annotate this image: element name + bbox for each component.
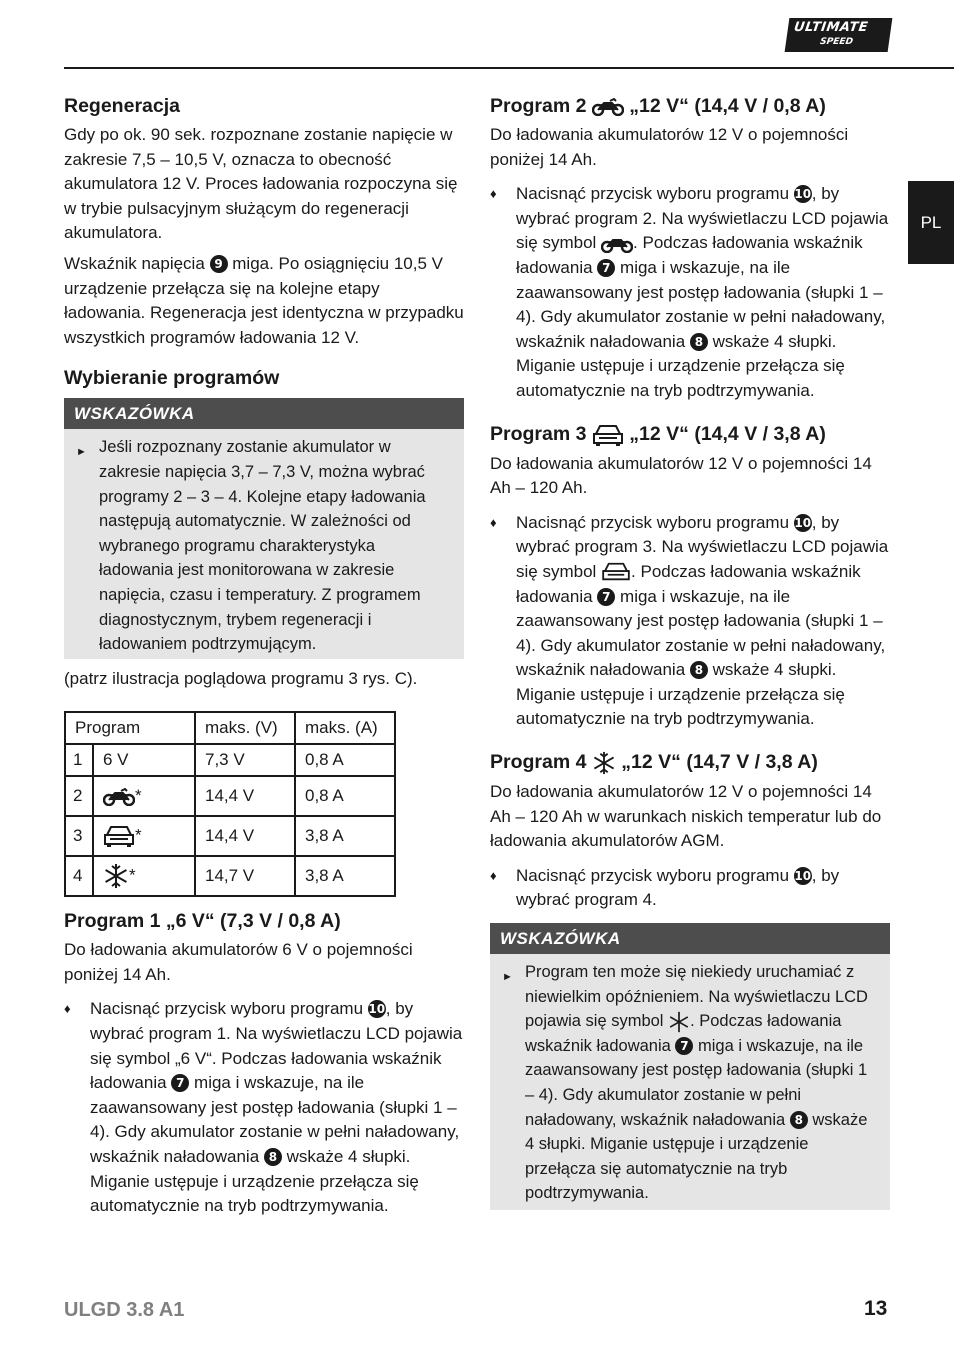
regeneration-paragraph-2 bbox=[64, 252, 464, 350]
ref-number-badge: 10 bbox=[368, 1002, 386, 1017]
table-header-cell: maks. (V) bbox=[195, 712, 295, 744]
program-table bbox=[64, 711, 396, 897]
snowflake-icon bbox=[592, 751, 616, 775]
text-span: Program ten może się niekiedy uruchamiać z niewielkim opóźnieniem. Na wyświetlaczu LCD pojawia się symbol bbox=[525, 963, 868, 1031]
ref-number-badge: 8 bbox=[690, 661, 708, 679]
text-span: , by wybrać program 2. Na wyświetlaczu LCD pojawia się symbol bbox=[516, 184, 889, 253]
program-2-instruction bbox=[490, 182, 890, 403]
ref-number-badge: 10 bbox=[794, 187, 812, 202]
asterisk: * bbox=[135, 825, 142, 845]
table-cell: 7,3 V bbox=[195, 744, 295, 776]
language-tab: PL bbox=[908, 181, 954, 264]
table-row bbox=[65, 776, 395, 816]
ref-number-badge: 7 bbox=[171, 1074, 189, 1092]
table-header-cell: maks. (A) bbox=[295, 712, 395, 744]
table-row bbox=[65, 856, 395, 896]
note-title: WSKAZÓWKA bbox=[490, 923, 890, 954]
ref-number-badge: 7 bbox=[597, 259, 615, 277]
ref-number-badge: 8 bbox=[690, 333, 708, 351]
header-rule bbox=[64, 67, 954, 69]
text-span: wskaże 4 słupki. Miganie ustępuje i urządzenie przełącza się automatycznie na tryb podtrzymywania. bbox=[525, 1110, 868, 1203]
motorcycle-icon bbox=[592, 98, 624, 116]
text-span: . Podczas ładowania wskaźnik ładowania bbox=[516, 561, 861, 606]
text-span: Program 3 bbox=[490, 422, 587, 445]
text-span: miga i wskazuje, na ile zaawansowany jest postęp ładowania (słupki 1 – 4). Gdy akumulator zostanie w pełni naładowany, wskaźnik naładowania bbox=[90, 1073, 460, 1167]
diamond-bullet-icon: ♦ bbox=[490, 867, 497, 883]
snowflake-icon bbox=[668, 1011, 690, 1033]
table-cell: 3,8 A bbox=[295, 856, 395, 896]
table-cell: 2 bbox=[65, 776, 93, 816]
table-cell: 4 bbox=[65, 856, 93, 896]
text-span: , by wybrać program 4. bbox=[516, 865, 840, 910]
arrow-bullet-icon: ► bbox=[502, 971, 513, 984]
note-text: Jeśli rozpoznany zostanie akumulator w zakresie napięcia 3,7 – 7,3 V, można wybrać programy 2 – 3 – 4. Kolejne etapy ładowania następują automatycznie. W zależności od wybranego programu charakterystyka ładowania jest monitorowana w zakresie napięcia, czasu i temperatury. Z programem diagnostycznym, trybem regeneracji i ładowaniem podtrzymującym. bbox=[99, 438, 426, 654]
model-number: ULGD 3.8 A1 bbox=[64, 1299, 185, 1321]
left-column bbox=[64, 92, 464, 1219]
program-1-heading: Program 1 „6 V“ (7,3 V / 0,8 A) bbox=[64, 910, 341, 933]
reference-text: (patrz ilustracja poglądowa programu 3 rys. C). bbox=[64, 668, 418, 688]
ref-number-badge: 10 bbox=[794, 515, 812, 530]
text-span: Nacisnąć przycisk wyboru programu bbox=[90, 999, 364, 1019]
table-row bbox=[65, 816, 395, 856]
logo-line1: ULTIMATE bbox=[793, 20, 870, 35]
ref-number-badge: 9 bbox=[210, 255, 228, 273]
note-body bbox=[490, 954, 890, 1210]
ref-number-badge: 7 bbox=[675, 1037, 693, 1055]
table-cell: 3 bbox=[65, 816, 93, 856]
snowflake-icon bbox=[103, 863, 129, 889]
page-number: 13 bbox=[864, 1297, 888, 1320]
motorcycle-icon bbox=[103, 788, 135, 806]
text-span: Nacisnąć przycisk wyboru programu bbox=[516, 184, 790, 204]
ref-number-badge: 8 bbox=[264, 1148, 282, 1166]
text-span: Nacisnąć przycisk wyboru programu bbox=[516, 512, 790, 532]
text-span: wskaże 4 słupki. Miganie ustępuje i urządzenie przełącza się automatycznie na tryb podtrzymywania. bbox=[516, 331, 845, 400]
diamond-bullet-icon: ♦ bbox=[490, 186, 497, 202]
text-span: wskaże 4 słupki. Miganie ustępuje i urządzenie przełącza się automatycznie na tryb podtrzymywania. bbox=[90, 1147, 419, 1216]
car-icon bbox=[601, 561, 631, 583]
car-icon bbox=[592, 423, 624, 447]
asterisk: * bbox=[129, 865, 136, 885]
table-cell bbox=[93, 816, 195, 856]
table-header-row bbox=[65, 712, 395, 744]
program-4-heading bbox=[490, 751, 890, 775]
text-span: miga i wskazuje, na ile zaawansowany jest postęp ładowania (słupki 1 – 4). Gdy akumulator zostanie w pełni naładowany, wskaźnik naładowania bbox=[525, 1036, 868, 1129]
table-cell bbox=[93, 856, 195, 896]
table-cell: 14,4 V bbox=[195, 816, 295, 856]
text-span: „12 V“ (14,4 V / 3,8 A) bbox=[629, 422, 826, 445]
regeneration-paragraph-1: Gdy po ok. 90 sek. rozpoznane zostanie napięcie w zakresie 7,5 – 10,5 V, oznacza to obecność akumulatora 12 V. Proces ładowania rozpoczyna się w trybie pulsacyjnym służącym do regeneracji akumulatora. bbox=[64, 125, 458, 243]
program-1-instruction bbox=[64, 997, 464, 1218]
text-span: Nacisnąć przycisk wyboru programu bbox=[516, 865, 790, 885]
table-header-cell: Program bbox=[65, 712, 195, 744]
text-span: , by wybrać program 3. Na wyświetlaczu LCD pojawia się symbol bbox=[516, 512, 889, 581]
text-span: Program 2 bbox=[490, 95, 587, 117]
program-3-description: Do ładowania akumulatorów 12 V o pojemności 14 Ah – 120 Ah. bbox=[490, 453, 872, 498]
logo-line2: SPEED bbox=[819, 37, 854, 47]
table-cell: 14,4 V bbox=[195, 776, 295, 816]
table-cell bbox=[93, 776, 195, 816]
table-row bbox=[65, 744, 395, 776]
program-3-heading bbox=[490, 423, 890, 447]
text-span: miga i wskazuje, na ile zaawansowany jest postęp ładowania (słupki 1 – 4). Gdy akumulator zostanie w pełni naładowany, wskaźnik naładowania bbox=[516, 586, 886, 680]
table-cell: 6 V bbox=[93, 744, 195, 776]
ref-number-badge: 7 bbox=[597, 588, 615, 606]
text-span: miga. Po osiągnięciu 10,5 V urządzenie przełącza się na kolejne etapy ładowania. Regeneracja jest identyczna w przypadku wszystkich programów ładowania 12 V. bbox=[64, 253, 464, 347]
brand-logo bbox=[785, 18, 893, 52]
table-cell: 3,8 A bbox=[295, 816, 395, 856]
motorcycle-icon bbox=[601, 235, 633, 253]
program-2-description: Do ładowania akumulatorów 12 V o pojemności poniżej 14 Ah. bbox=[490, 125, 849, 169]
table-cell: 0,8 A bbox=[295, 776, 395, 816]
text-span: Wskaźnik napięcia bbox=[64, 253, 205, 273]
program-2-heading bbox=[490, 95, 890, 118]
ref-number-badge: 10 bbox=[794, 868, 812, 883]
note-box bbox=[490, 923, 890, 1210]
program-4-instruction bbox=[490, 864, 890, 913]
program-4-description: Do ładowania akumulatorów 12 V o pojemności 14 Ah – 120 Ah w warunkach niskich temperatur lub do ładowania akumulatorów AGM. bbox=[490, 782, 882, 851]
text-span: , by wybrać program 1. Na wyświetlaczu LCD pojawia się symbol „6 V“. Podczas ładowania wskaźnik ładowania bbox=[90, 999, 463, 1093]
diamond-bullet-icon: ♦ bbox=[490, 514, 497, 530]
text-span: . Podczas ładowania wskaźnik ładowania bbox=[516, 233, 863, 277]
ref-number-badge: 8 bbox=[790, 1111, 808, 1129]
program-select-heading: Wybieranie programów bbox=[64, 367, 280, 390]
text-span: Program 4 bbox=[490, 751, 587, 774]
text-span: wskaże 4 słupki. Miganie ustępuje i urządzenie przełącza się automatycznie na tryb podtrzymywania. bbox=[516, 660, 845, 729]
note-title: WSKAZÓWKA bbox=[64, 398, 464, 429]
text-span: „12 V“ (14,4 V / 0,8 A) bbox=[629, 95, 826, 117]
text-span: . Podczas ładowania wskaźnik ładowania bbox=[525, 1012, 842, 1055]
asterisk: * bbox=[135, 786, 142, 806]
right-column bbox=[490, 92, 890, 1210]
regeneration-heading: Regeneracja bbox=[64, 95, 180, 117]
car-icon bbox=[103, 824, 135, 848]
program-3-instruction bbox=[490, 511, 890, 732]
table-cell: 14,7 V bbox=[195, 856, 295, 896]
diamond-bullet-icon: ♦ bbox=[64, 1001, 71, 1017]
text-span: „12 V“ (14,7 V / 3,8 A) bbox=[621, 751, 818, 774]
table-cell: 1 bbox=[65, 744, 93, 776]
text-span: miga i wskazuje, na ile zaawansowany jest postęp ładowania (słupki 1 – 4). Gdy akumulator zostanie w pełni naładowany, wskaźnik naładowania bbox=[516, 257, 886, 351]
note-box bbox=[64, 398, 464, 658]
table-cell: 0,8 A bbox=[295, 744, 395, 776]
program-1-description: Do ładowania akumulatorów 6 V o pojemności poniżej 14 Ah. bbox=[64, 940, 413, 984]
note-body bbox=[64, 429, 464, 658]
arrow-bullet-icon: ► bbox=[76, 446, 87, 459]
